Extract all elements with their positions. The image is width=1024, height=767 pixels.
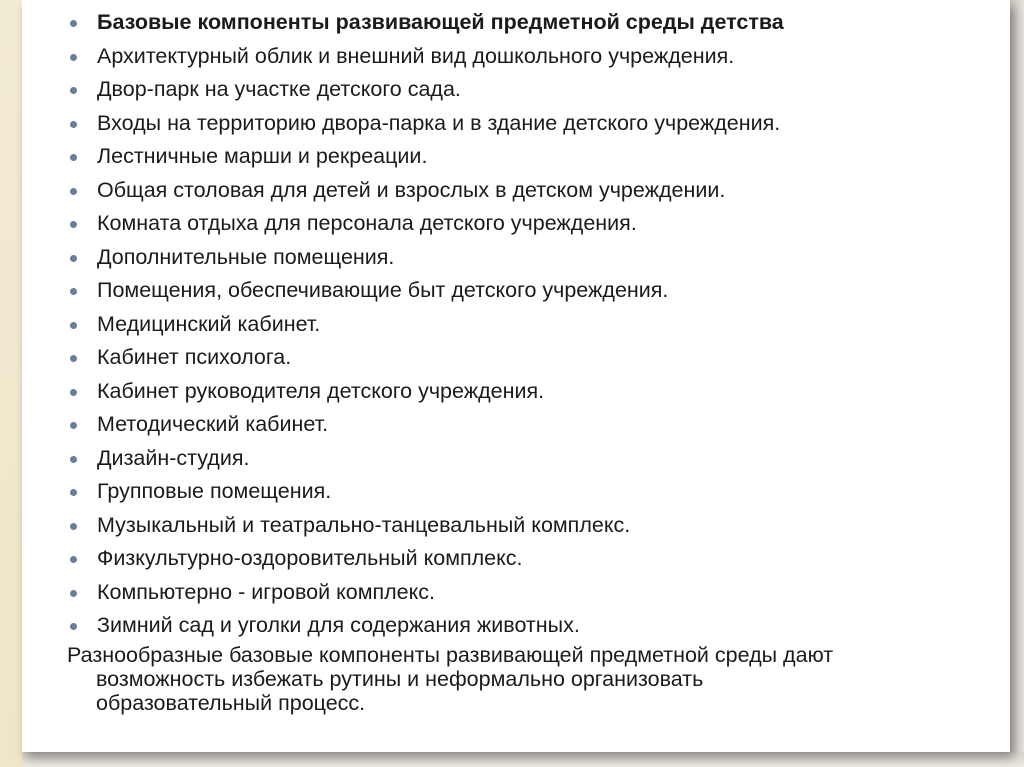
summary-paragraph — [67, 643, 1007, 715]
list-item-text: Входы на территорию двора-парка и в здание детского учреждения. — [97, 110, 781, 135]
list-item-text: Компьютерно - игровой комплекс. — [97, 579, 436, 604]
list-item — [22, 241, 784, 275]
bullet-dot-icon — [70, 154, 77, 161]
list-item — [22, 408, 784, 442]
list-item-text: Двор-парк на участке детского сада. — [97, 77, 461, 101]
list-item — [22, 174, 784, 208]
left-margin-strip — [0, 0, 22, 767]
bullet-dot-icon — [70, 322, 77, 329]
summary-line-3: образовательный процесс. — [96, 691, 366, 715]
bullet-dot-icon — [70, 489, 77, 496]
list-item — [22, 542, 784, 576]
list-item-text: Базовые компоненты развивающей предметной среды детства — [97, 10, 784, 34]
list-item — [22, 207, 784, 241]
bullet-dot-icon — [70, 87, 77, 94]
list-item — [22, 274, 784, 308]
bullet-dot-icon — [70, 556, 77, 563]
list-item-text: Лестничные марши и рекреации. — [97, 144, 428, 168]
list-item-text: Помещения, обеспечивающие быт детского учреждения. — [97, 278, 669, 302]
bullet-dot-icon — [70, 255, 77, 262]
bullet-dot-icon — [70, 389, 77, 396]
bullet-dot-icon — [70, 590, 77, 597]
list-item-heading — [22, 6, 784, 40]
list-item-text: Кабинет руководителя детского учреждения. — [97, 378, 545, 403]
list-item — [22, 73, 784, 107]
list-item — [22, 107, 784, 141]
list-item-text: Комната отдыха для персонала детского учреждения. — [97, 211, 637, 235]
summary-line-1: Разнообразные базовые компоненты развивающей предметной среды дают — [67, 643, 834, 667]
list-item-text: Архитектурный облик и внешний вид дошкольного учреждения. — [97, 43, 735, 68]
bullet-dot-icon — [70, 20, 77, 27]
list-item — [22, 375, 784, 409]
list-item — [22, 40, 784, 74]
bullet-dot-icon — [70, 221, 77, 228]
bullet-dot-icon — [70, 523, 77, 530]
bullet-dot-icon — [70, 623, 77, 630]
list-item-text: Медицинский кабинет. — [97, 311, 321, 336]
bullet-dot-icon — [70, 54, 77, 61]
list-item-text: Музыкальный и театрально-танцевальный комплекс. — [97, 512, 631, 537]
bullet-dot-icon — [70, 355, 77, 362]
bullet-dot-icon — [70, 456, 77, 463]
list-item-text: Групповые помещения. — [97, 479, 332, 503]
bullet-dot-icon — [70, 188, 77, 195]
list-item — [22, 609, 784, 643]
bullet-dot-icon — [70, 422, 77, 429]
list-item — [22, 509, 784, 543]
list-item — [22, 341, 784, 375]
list-item — [22, 475, 784, 509]
list-item — [22, 308, 784, 342]
bullet-list — [22, 6, 784, 643]
list-item — [22, 576, 784, 610]
list-item — [22, 140, 784, 174]
slide-right-shadow — [1010, 0, 1024, 767]
list-item-text: Дизайн-студия. — [97, 445, 250, 470]
slide — [22, 0, 1010, 752]
bullet-dot-icon — [70, 121, 77, 128]
summary-line-2: возможность избежать рутины и неформально организовать — [96, 667, 704, 691]
bullet-dot-icon — [70, 288, 77, 295]
list-item-text: Зимний сад и уголки для содержания животных. — [97, 613, 580, 637]
list-item-text: Кабинет психолога. — [97, 345, 292, 369]
list-item-text: Общая столовая для детей и взрослых в детском учреждении. — [97, 177, 726, 202]
list-item-text: Методический кабинет. — [97, 412, 329, 436]
list-item-text: Дополнительные помещения. — [97, 244, 395, 269]
list-item — [22, 442, 784, 476]
slide-bottom-shadow — [22, 752, 1024, 767]
list-item-text: Физкультурно-оздоровительный комплекс. — [97, 546, 523, 570]
